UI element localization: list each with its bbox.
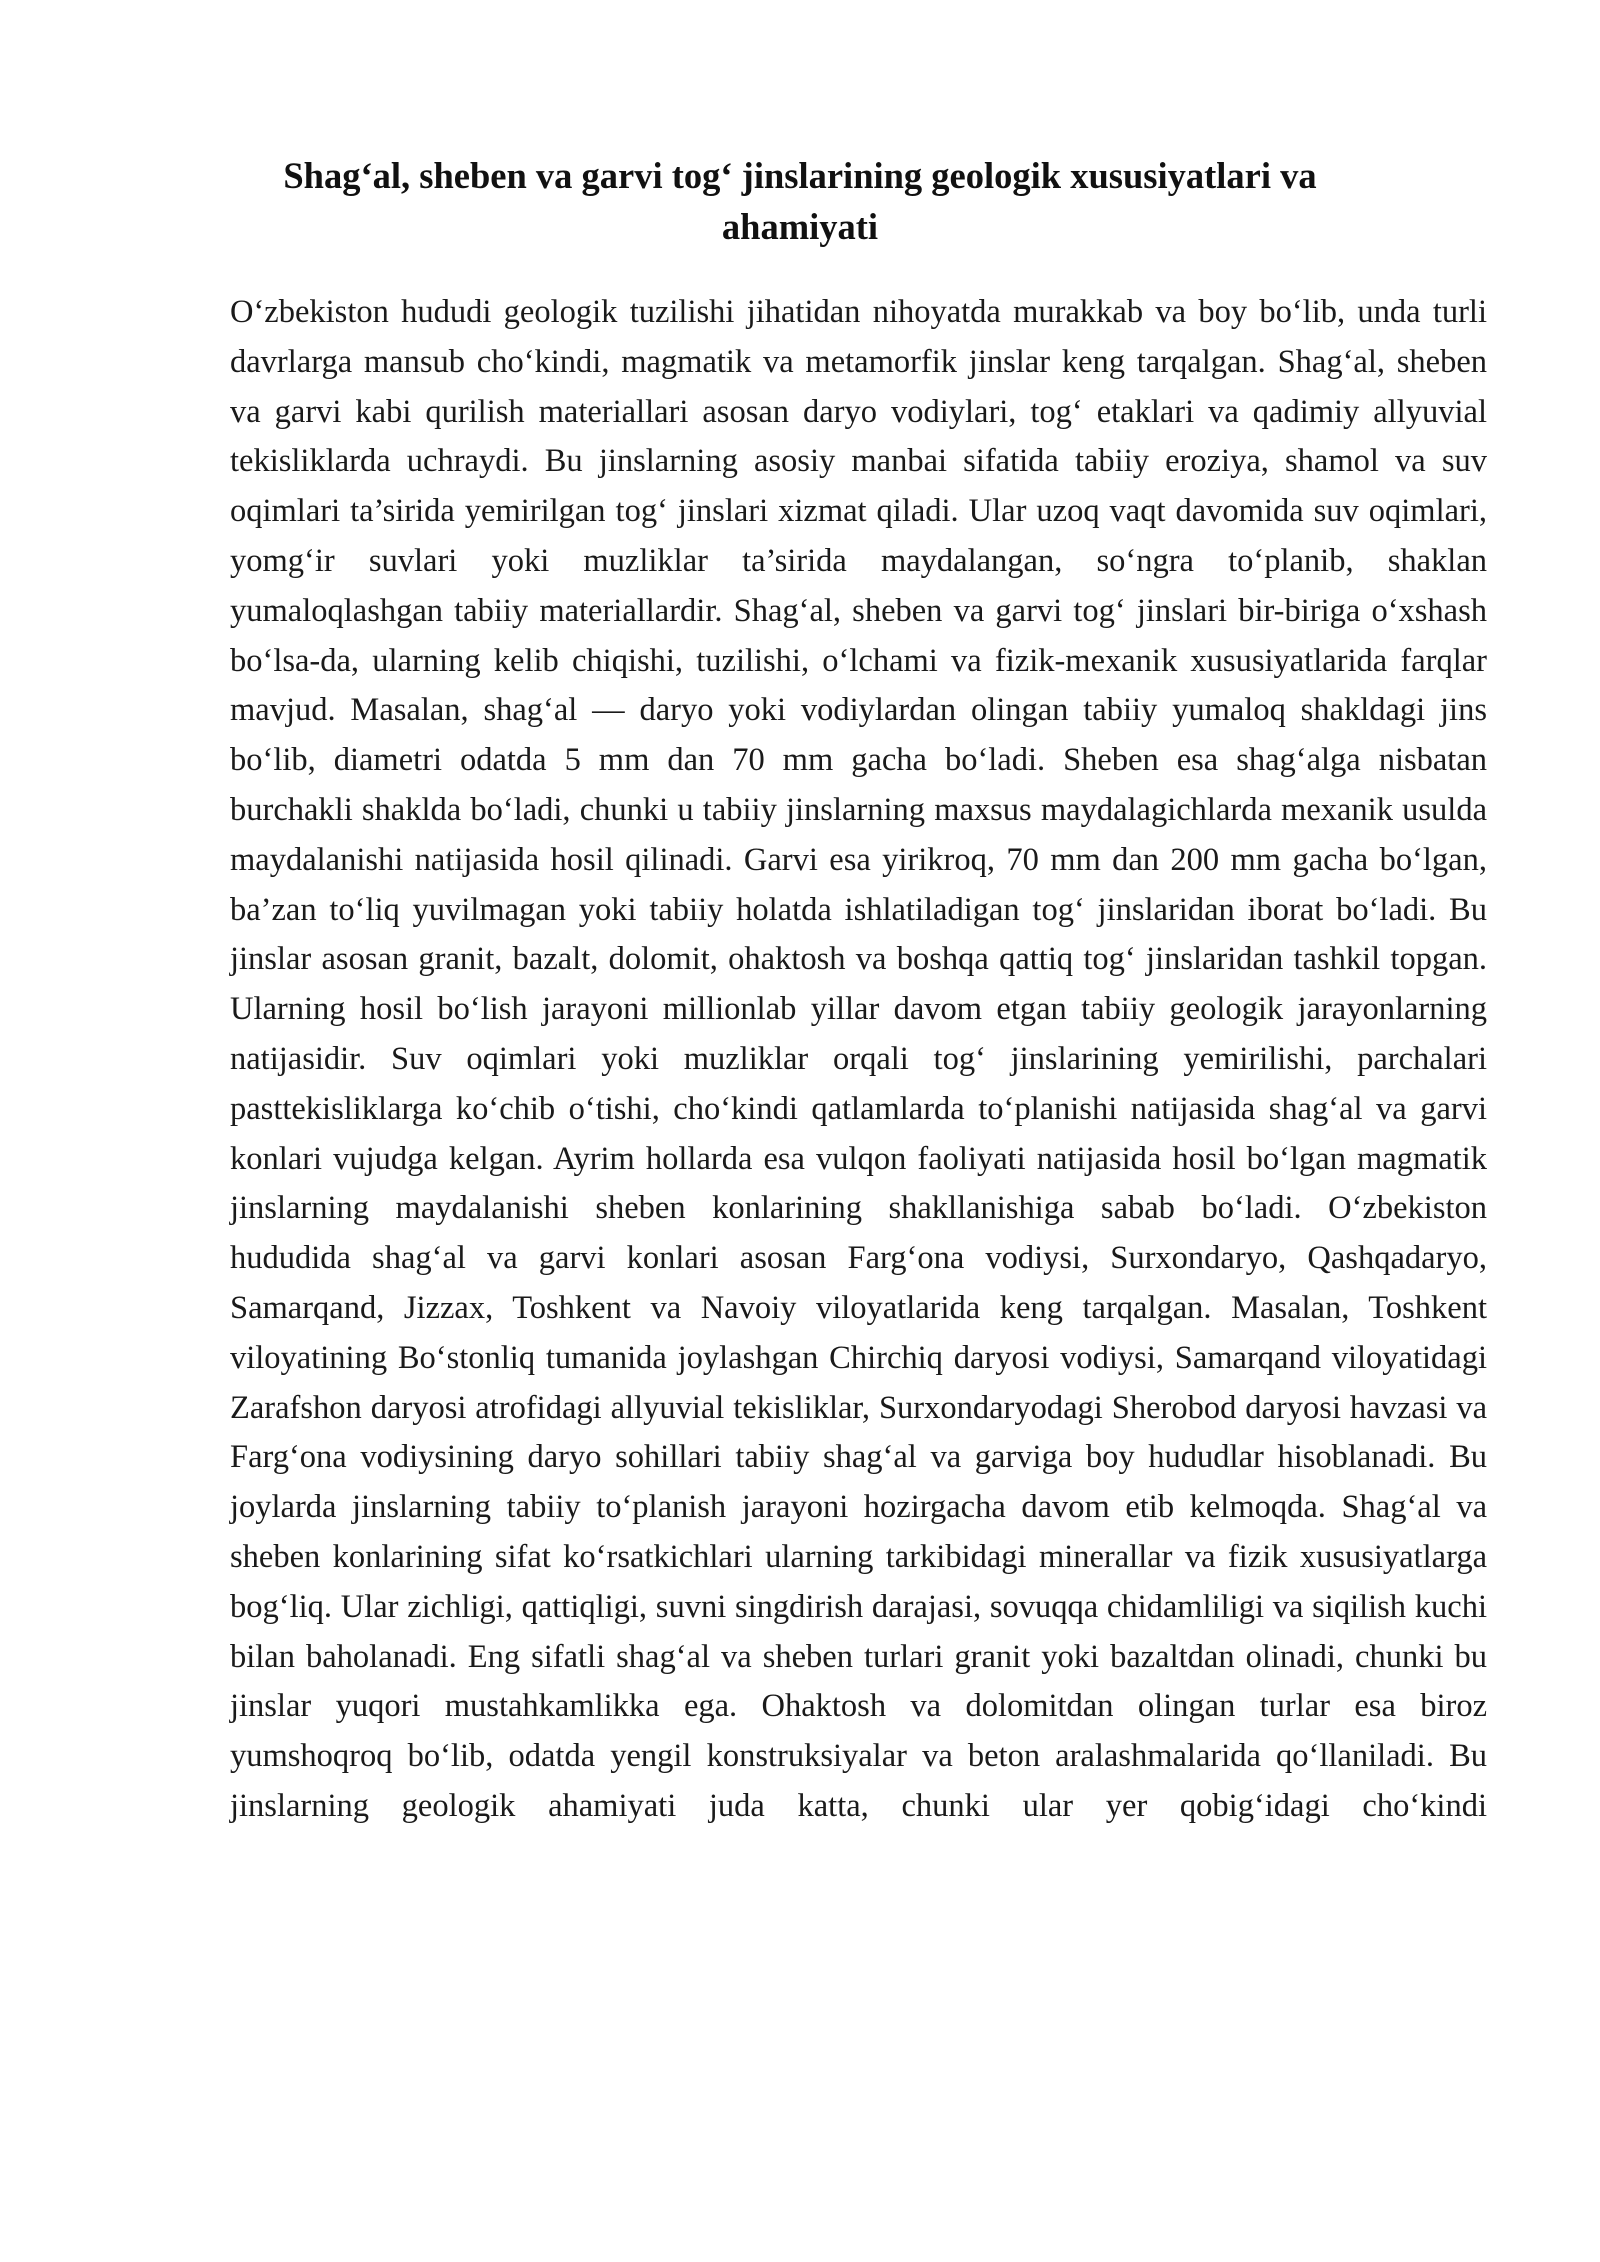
document-title: Shag‘al, sheben va garvi tog‘ jinslarining geologik xususiyatlari va ahamiyati <box>283 155 1317 247</box>
body-paragraph: O‘zbekiston hududi geologik tuzilishi jihatidan nihoyatda murakkab va boy bo‘lib, unda turli davrlarga mansub cho‘kindi, magmatik va metamorfik jinslar keng tarqalgan. Shag‘al, sheben va garvi kabi qurilish materiallari asosan daryo vodiylari, tog‘ etaklari va qadimiy allyuvial tekisliklarda uchraydi. Bu jinslarning asosiy manbai sifatida tabiiy eroziya, shamol va suv oqimlari ta’sirida yemirilgan tog‘ jinslari xizmat qiladi. Ular uzoq vaqt davomida suv oqimlari, yomg‘ir suvlari yoki muzliklar ta’sirida maydalangan, so‘ngra to‘planib, shaklan yumaloqlashgan tabiiy materiallardir. Shag‘al, sheben va garvi tog‘ jinslari bir-biriga o‘xshash bo‘lsa-da, ularning kelib chiqishi, tuzilishi, o‘lchami va fizik-mexanik xususiyatlarida farqlar mavjud. Masalan, shag‘al — daryo yoki vodiylardan olingan tabiiy yumaloq shakldagi jins bo‘lib, diametri odatda 5 mm dan 70 mm gacha bo‘ladi. Sheben esa shag‘alga nisbatan burchakli shaklda bo‘ladi, chunki u tabiiy jinslarning maxsus maydalagichlarda mexanik usulda maydalanishi natijasida hosil qilinadi. Garvi esa yirikroq, 70 mm dan 200 mm gacha bo‘lgan, ba’zan to‘liq yuvilmagan yoki tabiiy holatda ishlatiladigan tog‘ jinslaridan iborat bo‘ladi. Bu jinslar asosan granit, bazalt, dolomit, ohaktosh va boshqa qattiq tog‘ jinslaridan tashkil topgan. Ularning hosil bo‘lish jarayoni millionlab yillar davom etgan tabiiy geologik jarayonlarning natijasidir. Suv oqimlari yoki muzliklar orqali tog‘ jinslarining yemirilishi, parchalari pasttekisliklarga ko‘chib o‘tishi, cho‘kindi qatlamlarda to‘planishi natijasida shag‘al va garvi konlari vujudga kelgan. Ayrim hollarda esa vulqon faoliyati natijasida hosil bo‘lgan magmatik jinslarning maydalanishi sheben konlarining shakllanishiga sabab bo‘ladi. O‘zbekiston hududida shag‘al va garvi konlari asosan Farg‘ona vodiysi, Surxondaryo, Qashqadaryo, Samarqand, Jizzax, Toshkent va Navoiy viloyatlarida keng tarqalgan. Masalan, Toshkent viloyatining Bo‘stonliq tumanida joylashgan Chirchiq daryosi vodiysi, Samarqand viloyatidagi Zarafshon daryosi atrofidagi allyuvial tekisliklar, Surxondaryodagi Sherobod daryosi havzasi va Farg‘ona vodiysining daryo sohillari tabiiy shag‘al va garviga boy hududlar hisoblanadi. Bu joylarda jinslarning tabiiy to‘planish jarayoni hozirgacha davom etib kelmoqda. Shag‘al va sheben konlarining sifat ko‘rsatkichlari ularning tarkibidagi minerallar va fizik xususiyatlarga bog‘liq. Ular zichligi, qattiqligi, suvni singdirish darajasi, sovuqqa chidamliligi va siqilish kuchi bilan baholanadi. Eng sifatli shag‘al va sheben turlari granit yoki bazaltdan olinadi, chunki bu jinslar yuqori mustahkamlikka ega. Ohaktosh va dolomitdan olingan turlar esa biroz yumshoqroq bo‘lib, odatda yengil konstruksiyalar va beton aralashmalarida qo‘llaniladi. Bu jinslarning geologik ahamiyati juda katta, chunki ular yer qobig‘idagi cho‘kindi <box>230 294 1487 1824</box>
